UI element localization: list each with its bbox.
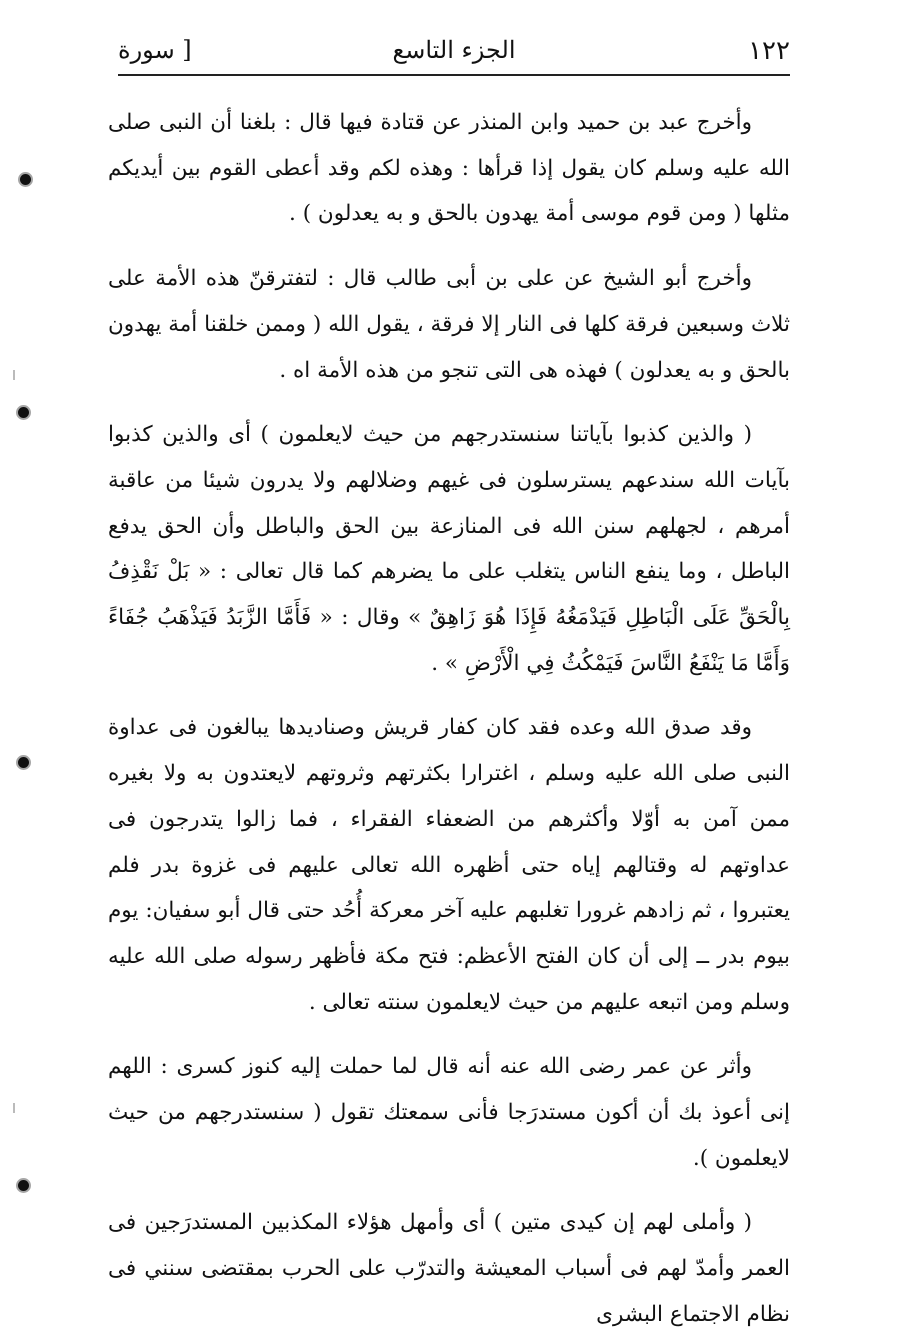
page-body <box>108 100 790 1338</box>
binding-hole-mark <box>18 757 29 768</box>
paragraph-istidraj: ( والذين كذبوا بآياتنا سنستدرجهم من حيث لايعلمون ) أى والذين كذبوا بآيات الله سندعهم يسترسلون فى غيهم وضلالهم ولا يدرون شيئا من عاقبة أمرهم ، لجهلهم سنن الله فى المنازعة بين الحق والباطل وأن الحق يدفع الباطل ، وما ينفع الناس يتغلب على ما يضرهم كما قال تعالى : « بَلْ نَقْذِفُ بِالْحَقِّ عَلَى الْبَاطِلِ فَيَدْمَغُهُ فَإِذَا هُوَ زَاهِقٌ » وقال : « فَأَمَّا الزَّبَدُ فَيَذْهَبُ جُفَاءً وَأَمَّا مَا يَنْفَعُ النَّاسَ فَيَمْكُثُ فِي الْأَرْضِ » . <box>108 422 790 676</box>
paragraph-amla: ( وأملى لهم إن كيدى متين ) أى وأمهل هؤلاء المكذبين المستدرَجين فى العمر وأمدّ لهم فى أسباب المعيشة والتدرّب على الحرب بمقتضى سنني فى نظام الاجتماع البشرى <box>108 1210 790 1327</box>
page-number: ١٢٢ <box>748 36 790 66</box>
page-header <box>118 30 790 76</box>
paragraph-ali: وأخرج أبو الشيخ عن على بن أبى طالب قال : لتفترقنّ هذه الأمة على ثلاث وسبعين فرقة كلها فى النار إلا فرقة ، يقول الله ( وممن خلقنا أمة يهدون بالحق و به يعدلون ) فهذه هى التى تنجو من هذه الأمة اه . <box>108 266 790 383</box>
paragraph-quraysh: وقد صدق الله وعده فقد كان كفار قريش وصناديدها يبالغون فى عداوة النبى صلى الله عليه وسلم ، اغترارا بكثرتهم وثروتهم لايعتدون به ولا بغيره ممن آمن به أوّلا وأكثرهم من الضعفاء الفقراء ، فما زالوا يتدرجون فى عداوتهم له وقتالهم إياه حتى أظهره الله تعالى عليهم فى غزوة بدر فلم يعتبروا ، ثم زادهم غرورا تغلبهم عليه آخر معركة أُحُد حتى قال أبو سفيان: يوم بيوم بدر ــ إلى أن كان الفتح الأعظم: فتح مكة فأظهر رسوله صلى الله عليه وسلم ومن اتبعه عليهم من حيث لايعلمون سنته تعالى . <box>108 715 790 1015</box>
binding-hole-mark <box>18 407 29 418</box>
surah-label: سورة ] <box>118 36 192 64</box>
scan-mark <box>13 1103 15 1113</box>
part-title: الجزء التاسع <box>392 36 516 64</box>
scan-mark <box>13 370 15 380</box>
paragraph-umar: وأثر عن عمر رضى الله عنه أنه قال لما حملت إليه كنوز كسرى : اللهم إنى أعوذ بك أن أكون مستدرَجا فأنى سمعتك تقول ( سنستدرجهم من حيث لايعلمون ). <box>108 1054 790 1171</box>
binding-hole-mark <box>20 174 31 185</box>
paragraph-qatada: وأخرج عبد بن حميد وابن المنذر عن قتادة فيها قال : بلغنا أن النبى صلى الله عليه وسلم كان يقول إذا قرأها : وهذه لكم وقد أعطى القوم بين أيديكم مثلها ( ومن قوم موسى أمة يهدون بالحق و به يعدلون ) . <box>108 110 790 227</box>
binding-hole-mark <box>18 1180 29 1191</box>
